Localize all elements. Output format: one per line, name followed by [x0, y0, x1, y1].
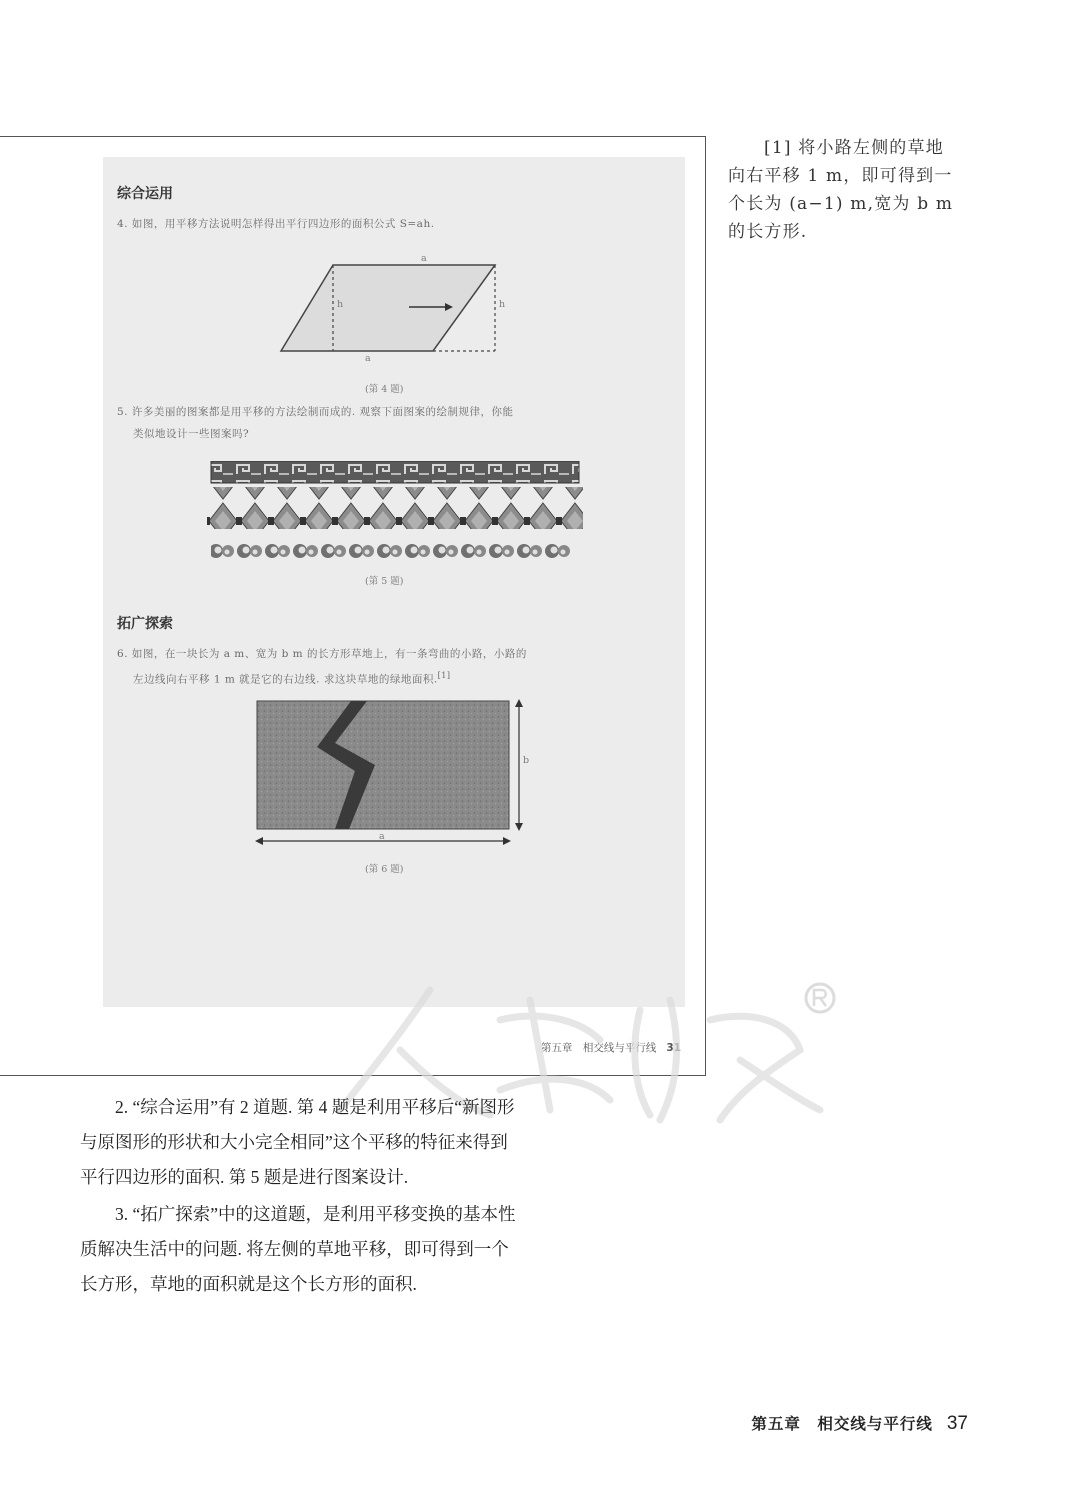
teaching-notes: [80, 1090, 522, 1302]
embedded-footer-page-number: 31: [666, 1042, 681, 1054]
grass-field-figure: [251, 697, 541, 857]
fig4-label-h-left: h: [337, 299, 344, 310]
margin-note-line3: 个长为 (a−1) m,宽为 b m: [728, 194, 954, 214]
fig4-label-a-bottom: a: [365, 353, 371, 364]
fig6-caption: (第 6 题): [365, 864, 404, 875]
embedded-footer-chapter: 第五章 相交线与平行线: [540, 1042, 657, 1054]
page-footer: [751, 1412, 968, 1435]
teaching-note-2: 2. “综合运用”有 2 道题. 第 4 题是利用平移后“新图形与原图形的形状和大小完全相同”这个平移的特征来得到平行四边形的面积. 第 5 题是进行图案设计.: [80, 1097, 515, 1187]
margin-note-text1: 将小路左侧的草地: [798, 138, 944, 158]
embedded-page-footer: [541, 1040, 681, 1055]
footnote-ref-1: [1]: [437, 671, 451, 680]
fig4-caption: (第 4 题): [365, 384, 404, 395]
page-number: 37: [946, 1413, 968, 1434]
fig4-label-a-top: a: [421, 253, 427, 264]
fig6-label-b: b: [523, 755, 530, 766]
pattern-designs-figure: [207, 461, 587, 569]
margin-note-line2: 向右平移 1 m，即可得到一: [728, 166, 953, 186]
embedded-textbook-page: [0, 136, 706, 1076]
margin-note-line4: 的长方形.: [728, 222, 808, 242]
section-heading-comprehensive: 综合运用: [117, 186, 173, 202]
fig6-label-a: a: [379, 831, 385, 842]
exercise-panel: [103, 157, 685, 1007]
margin-note: [728, 134, 988, 246]
problem-5-line1: 5. 许多美丽的图案都是用平移的方法绘制而成的. 观察下面图案的绘制规律，你能: [117, 406, 514, 418]
problem-5-line2: 类似地设计一些图案吗?: [133, 428, 250, 440]
margin-note-line1: [728, 134, 988, 162]
parallelogram-figure: [273, 257, 513, 361]
margin-note-ref: [1]: [764, 138, 792, 158]
section-heading-exploration: 拓广探索: [117, 616, 173, 632]
problem-4-text: 4. 如图，用平移方法说明怎样得出平行四边形的面积公式 S=ah.: [117, 218, 435, 230]
fig5-caption: (第 5 题): [365, 576, 404, 587]
problem-6-line2: 左边线向右平移 1 m 就是它的右边线. 求这块草地的绿地面积.[1]: [133, 671, 451, 686]
fig4-label-h-right: h: [499, 299, 506, 310]
problem-6-line1: 6. 如图，在一块长为 a m、宽为 b m 的长方形草地上，有一条弯曲的小路，小路的: [117, 648, 527, 660]
footer-chapter-title: 第五章 相交线与平行线: [751, 1414, 933, 1433]
teaching-note-3: 3. “拓广探索”中的这道题，是利用平移变换的基本性质解决生活中的问题. 将左侧的草地平移，即可得到一个长方形，草地的面积就是这个长方形的面积.: [80, 1204, 516, 1294]
